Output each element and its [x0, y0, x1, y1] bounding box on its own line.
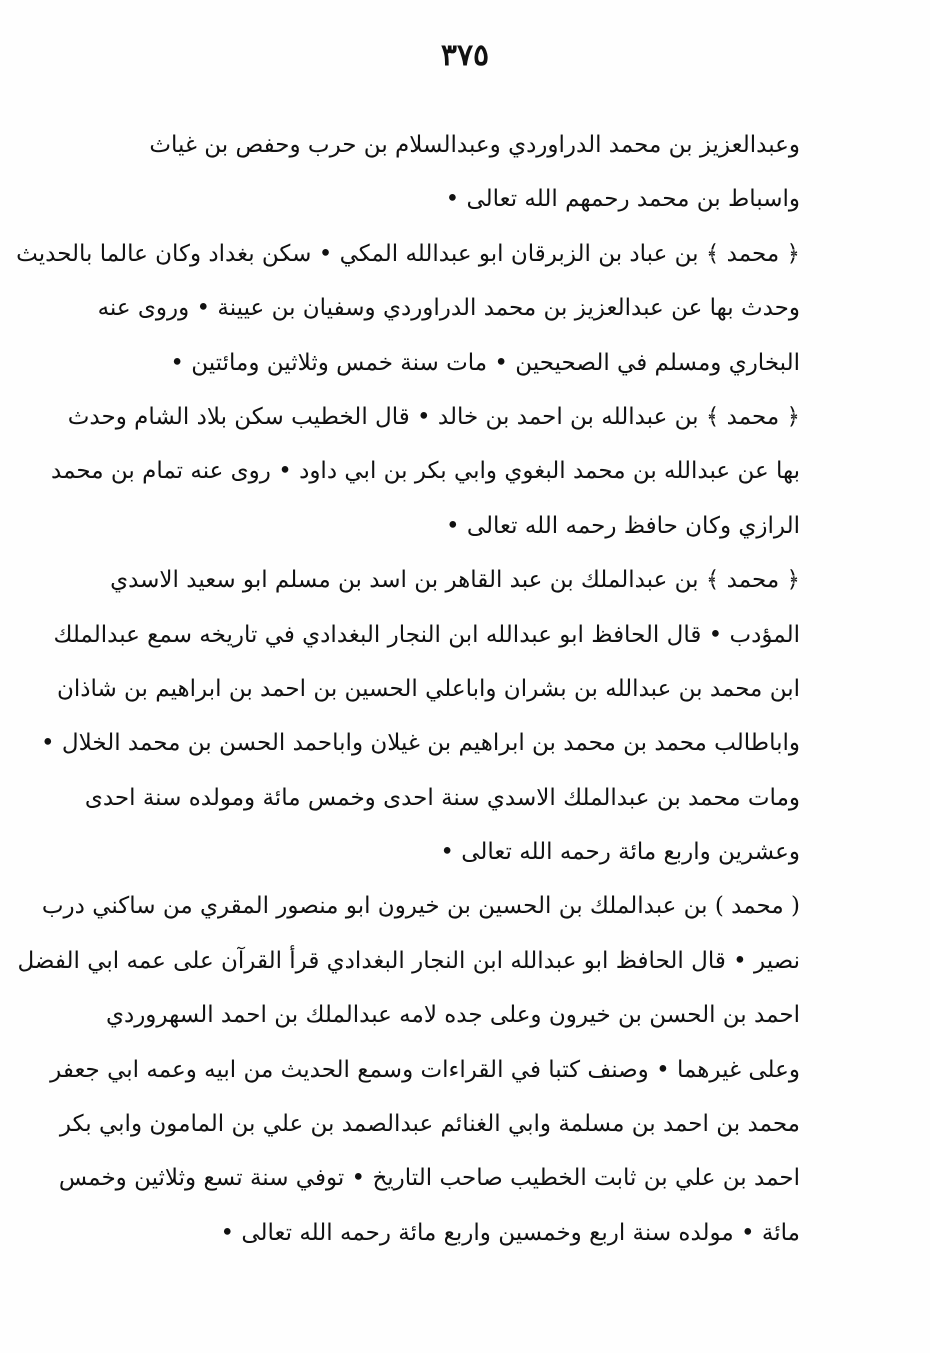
- text-line: الرازي وكان حافظ رحمه الله تعالى •: [445, 512, 800, 539]
- text-line: واباطالب محمد بن محمد بن ابراهيم بن غيلان واباحمد الحسن بن محمد الخلال •: [41, 730, 800, 757]
- body-text: [16, 118, 800, 1260]
- text-line: وعبدالعزيز بن محمد الدراوردي وعبدالسلام بن حرب وحفص بن غياث: [149, 132, 800, 158]
- text-line: واسباط بن محمد رحمهم الله تعالى •: [445, 186, 800, 213]
- text-line: ﴿ محمد ﴾ بن عبدالملك بن عبد القاهر بن اسد بن مسلم ابو سعيد الاسدي: [110, 567, 800, 594]
- text-line: ومات محمد بن عبدالملك الاسدي سنة احدى وخمس مائة ومولده سنة احدى: [84, 784, 800, 811]
- text-line: المؤدب • قال الحافظ ابو عبدالله ابن النجار البغدادي في تاريخه سمع عبدالملك: [53, 621, 800, 648]
- text-line: وحدث بها عن عبدالعزيز بن محمد الدراوردي وسفيان بن عيينة • وروى عنه: [97, 295, 800, 322]
- page-number: ٣٧٥: [440, 38, 490, 73]
- text-line: مائة • مولده سنة اربع وخمسين واربع مائة رحمه الله تعالى •: [220, 1219, 800, 1246]
- text-line: احمد بن علي بن ثابت الخطيب صاحب التاريخ • توفي سنة تسع وثلاثين وخمس: [58, 1165, 800, 1192]
- text-line: ( محمد ) بن عبدالملك بن الحسين بن خيرون ابو منصور المقري من ساكني درب: [41, 893, 800, 920]
- text-line: بها عن عبدالله بن محمد البغوي وابي بكر بن ابي داود • روى عنه تمام بن محمد: [51, 458, 800, 485]
- text-line: ﴿ محمد ﴾ بن عباد بن الزبرقان ابو عبدالله المكي • سكن بغداد وكان عالما بالحديث: [16, 240, 800, 267]
- text-line: ﴿ محمد ﴾ بن عبدالله بن احمد بن خالد • قال الخطيب سكن بلاد الشام وحدث: [67, 403, 800, 430]
- text-line: وعشرين واربع مائة رحمه الله تعالى •: [440, 839, 800, 866]
- text-line: ابن محمد بن عبدالله بن بشران واباعلي الحسين بن احمد بن ابراهيم بن شاذان: [56, 675, 800, 702]
- text-line: وعلى غيرهما • وصنف كتبا في القراءات وسمع الحديث من ابيه وعمه ابي جعفر: [50, 1056, 800, 1083]
- text-line: نصير • قال الحافظ ابو عبدالله ابن النجار البغدادي قرأ القرآن على عمه ابي الفضل: [17, 947, 800, 974]
- text-line: احمد بن الحسن بن خيرون وعلى جده لامه عبدالملك بن احمد السهروردي: [105, 1002, 800, 1029]
- text-line: محمد بن احمد بن مسلمة وابي الغنائم عبدالصمد بن علي بن المامون وابي بكر: [59, 1111, 800, 1138]
- text-line: البخاري ومسلم في الصحيحين • مات سنة خمس وثلاثين ومائتين •: [170, 349, 800, 376]
